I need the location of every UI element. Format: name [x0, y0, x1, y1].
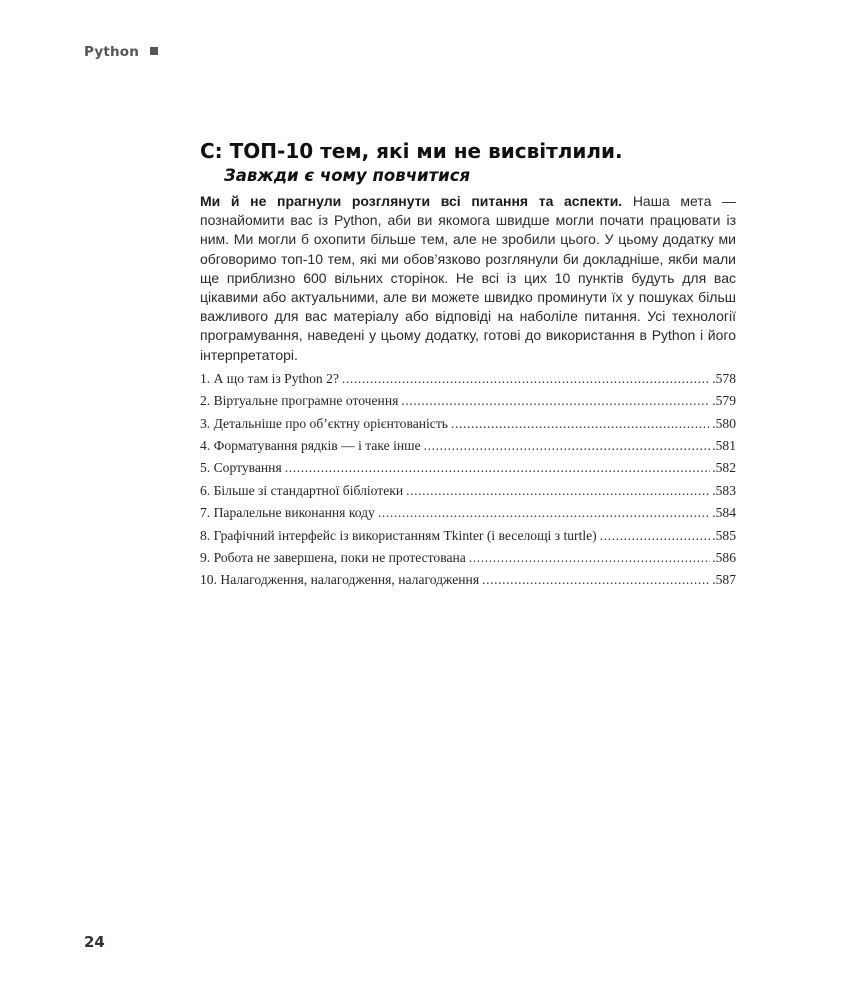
toc-entry-page: .582: [712, 460, 736, 476]
toc-entry[interactable]: [200, 435, 736, 457]
intro-body: Наша мета — познайомити вас із Python, аби ви якомога швидше могли почати працювати із ним. Ми могли б охопити більше тем, але не зробили цього. У цьому додатку ми обговоримо топ-10 тем, які ми обов’язково розглянули би докладніше, якби мали ще приблизно 600 вільних сторінок. Не всі із цих 10 пунктів будуть для вас цікавими або актуальними, але ви можете швидко проминути їх у пошуках більш важливого для вас матеріалу або відповіді на наболіле питання. Усі технології програмування, наведені у цьому додатку, готові до використання в Python і його інтерпретаторі.: [200, 193, 736, 363]
toc-entry[interactable]: [200, 525, 736, 547]
running-title: Python: [84, 44, 140, 60]
toc-entry-page: .586: [712, 550, 736, 566]
toc-entry-title: 1. А що там із Python 2?: [200, 370, 339, 386]
toc-entry[interactable]: [200, 368, 736, 390]
toc-entry-title: 4. Форматування рядків — і таке інше: [200, 438, 421, 454]
toc-entry[interactable]: [200, 569, 736, 591]
toc-entry[interactable]: [200, 413, 736, 435]
page-number: 24: [84, 933, 105, 951]
toc-entry-page: .584: [712, 505, 736, 521]
square-icon: [150, 47, 158, 55]
toc-entry[interactable]: [200, 390, 736, 412]
appendix-content: [200, 138, 736, 592]
dot-leader: [469, 547, 710, 569]
toc-entry-page: .585: [712, 527, 736, 543]
dot-leader: [451, 413, 710, 435]
toc-entry-title: 5. Сортування: [200, 460, 282, 476]
dot-leader: [285, 457, 710, 479]
toc-entry-page: .581: [712, 438, 736, 454]
toc-entry-title: 2. Віртуальне програмне оточення: [200, 393, 399, 409]
running-head: [84, 44, 158, 60]
toc-entry-page: .583: [712, 482, 736, 498]
toc-entry-page: .579: [712, 393, 736, 409]
toc-entry-title: 9. Робота не завершена, поки не протестована: [200, 550, 466, 566]
toc-entry-title: 3. Детальніше про об’єктну орієнтованість: [200, 415, 448, 431]
toc-entry-page: .580: [712, 415, 736, 431]
dot-leader: [342, 368, 710, 390]
table-of-contents: [200, 368, 736, 592]
toc-entry-title: 10. Налагодження, налагодження, налагодження: [200, 572, 480, 588]
dot-leader: [482, 569, 710, 591]
toc-entry-title: 6. Більше зі стандартної бібліотеки: [200, 482, 404, 498]
toc-entry-page: .578: [712, 370, 736, 386]
section-title: С: ТОП-10 тем, які ми не висвітлили.: [200, 139, 623, 163]
intro-paragraph: [200, 192, 736, 365]
toc-entry[interactable]: [200, 480, 736, 502]
toc-entry[interactable]: [200, 547, 736, 569]
intro-lead: Ми й не прагнули розглянути всі питання та аспекти.: [200, 193, 623, 209]
toc-entry[interactable]: [200, 457, 736, 479]
toc-entry[interactable]: [200, 502, 736, 524]
toc-entry-title: 8. Графічний інтерфейс із використанням Tkinter (і веселощі з turtle): [200, 527, 597, 543]
toc-entry-page: .587: [712, 572, 736, 588]
dot-leader: [401, 390, 710, 412]
toc-entry-title: 7. Паралельне виконання коду: [200, 505, 375, 521]
dot-leader: [378, 502, 710, 524]
dot-leader: [424, 435, 711, 457]
dot-leader: [600, 525, 711, 547]
dot-leader: [406, 480, 710, 502]
section-subtitle: Завжди є чому повчитися: [224, 166, 471, 185]
